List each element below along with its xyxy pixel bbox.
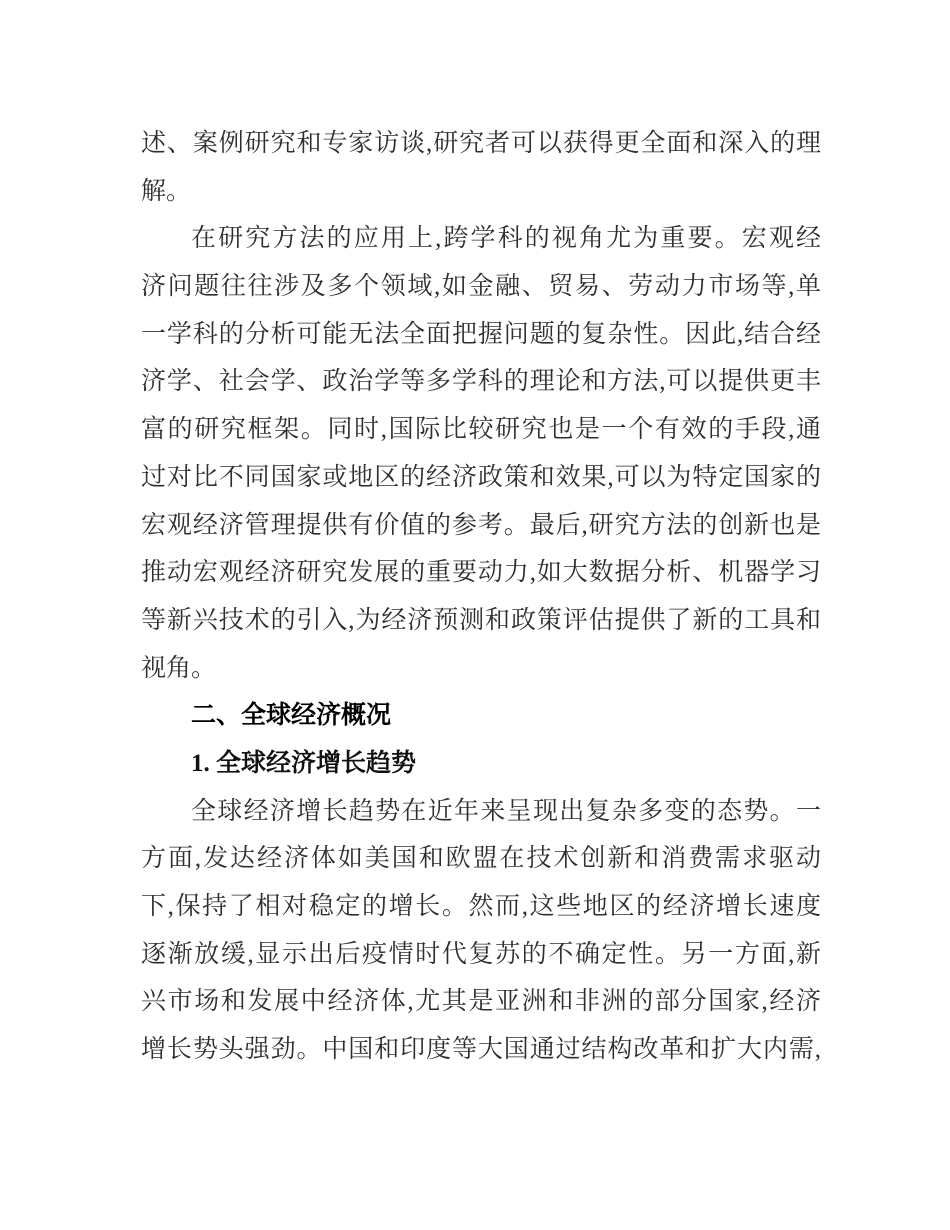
text-line: 富的研究框架。同时,国际比较研究也是一个有效的手段,通 <box>141 416 821 444</box>
subsection-heading: 1. 全球经济增长趋势 <box>191 749 417 777</box>
text-line: 一学科的分析可能无法全面把握问题的复杂性。因此,结合经 <box>141 320 821 348</box>
text-line: 过对比不同国家或地区的经济政策和效果,可以为特定国家的 <box>141 463 821 491</box>
text-line: 在研究方法的应用上,跨学科的视角尤为重要。宏观经 <box>191 225 821 253</box>
text-line: 述、案例研究和专家访谈,研究者可以获得更全面和深入的理 <box>141 130 821 157</box>
text-line: 推动宏观经济研究发展的重要动力,如大数据分析、机器学习 <box>141 559 821 587</box>
text-line: 方面,发达经济体如美国和欧盟在技术创新和消费需求驱动 <box>141 845 821 873</box>
text-line: 兴市场和发展中经济体,尤其是亚洲和非洲的部分国家,经济 <box>141 988 821 1016</box>
text-line: 宏观经济管理提供有价值的参考。最后,研究方法的创新也是 <box>141 511 821 539</box>
text-line: 下,保持了相对稳定的增长。然而,这些地区的经济增长速度 <box>141 893 821 920</box>
text-line: 解。 <box>141 177 192 205</box>
text-line: 逐渐放缓,显示出后疫情时代复苏的不确定性。另一方面,新 <box>141 940 821 968</box>
text-line: 增长势头强劲。中国和印度等大国通过结构改革和扩大内需, <box>141 1036 821 1064</box>
document-body <box>141 120 821 1074</box>
text-line: 等新兴技术的引入,为经济预测和政策评估提供了新的工具和 <box>141 606 821 634</box>
text-line: 视角。 <box>141 654 217 682</box>
text-line: 全球经济增长趋势在近年来呈现出复杂多变的态势。一 <box>191 797 821 825</box>
section-heading: 二、全球经济概况 <box>191 701 392 730</box>
text-line: 济问题往往涉及多个领域,如金融、贸易、劳动力市场等,单 <box>141 273 821 301</box>
text-line: 济学、社会学、政治学等多学科的理论和方法,可以提供更丰 <box>141 368 821 396</box>
